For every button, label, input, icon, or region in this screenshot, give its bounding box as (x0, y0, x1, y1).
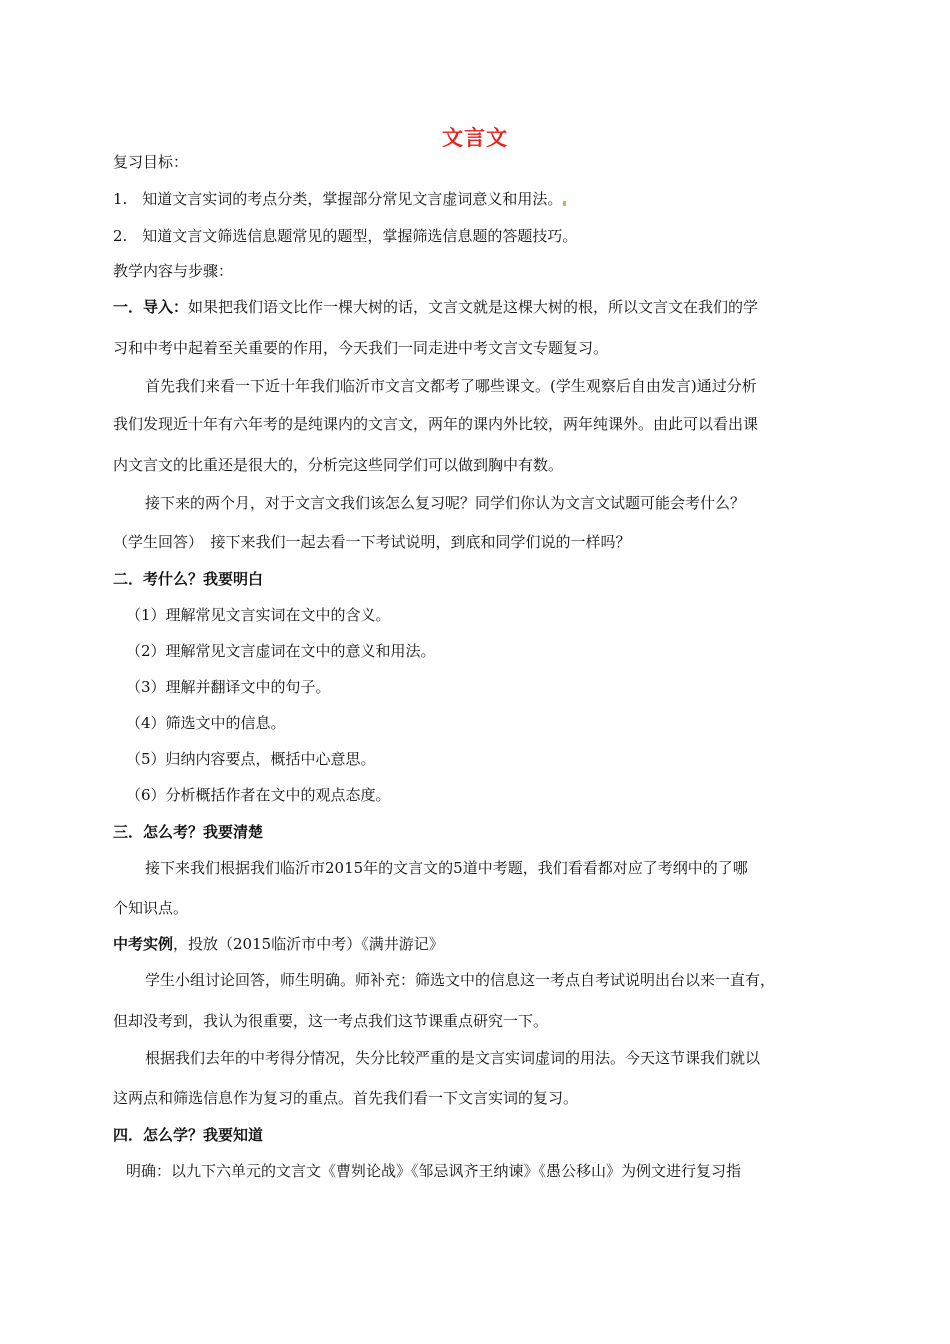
page-title: 文言文 (442, 126, 508, 150)
para-4-line-1: 学生小组讨论回答，师生明确。师补充：筛选文中的信息这一考点自考试说明出台以来一直有， (145, 971, 776, 989)
steps-label: 教学内容与步骤： (113, 262, 234, 280)
section-1-line-2: 习和中考中起着至关重要的作用，今天我们一同走进中考文言文专题复习。 (113, 339, 609, 357)
para-4-line-2: 但却没考到，我认为很重要，这一考点我们这节课重点研究一下。 (113, 1012, 549, 1030)
list-item: （5）归纳内容要点，概括中心意思。 (126, 750, 376, 768)
section-1-heading: 一．导入： (113, 298, 189, 316)
section-4-heading: 四．怎么学？我要知道 (113, 1126, 264, 1144)
para-6-line-1: 明确：以九下六单元的文言文《曹刿论战》《邹忌讽齐王纳谏》《愚公移山》为例文进行复习指 (126, 1162, 742, 1180)
exam-example-label: 中考实例 (113, 935, 174, 953)
para-1-line-3: 内文言文的比重还是很大的，分析完这些同学们可以做到胸中有数。 (113, 456, 564, 474)
list-item: （3）理解并翻译文中的句子。 (126, 678, 331, 696)
para-1-line-2: 我们发现近十年有六年考的是纯课内的文言文，两年的课内外比较，两年纯课外。由此可以看出课 (113, 415, 759, 433)
exam-example-line: 中考实例，投放（2015临沂市中考）《满井游记》 (113, 935, 444, 953)
section-1-line-1: 一．导入：如果把我们语文比作一棵大树的话，文言文就是这棵大树的根，所以文言文在我们的学 (113, 298, 759, 316)
list-item: （1）理解常见文言实词在文中的含义。 (126, 606, 391, 624)
goals-label: 复习目标： (113, 153, 189, 171)
list-item: （2）理解常见文言虚词在文中的意义和用法。 (126, 642, 436, 660)
goal-1: 1. 知道文言实词的考点分类，掌握部分常见文言虚词意义和用法。 (113, 188, 843, 210)
stray-mark (563, 201, 566, 206)
section-2-heading: 二．考什么？我要明白 (113, 570, 264, 588)
goal-2: 2. 知道文言文筛选信息题常见的题型，掌握筛选信息题的答题技巧。 (113, 227, 578, 245)
para-2-line-2: （学生回答） 接下来我们一起去看一下考试说明，到底和同学们说的一样吗？ (113, 533, 631, 551)
para-1-line-1: 首先我们来看一下近十年我们临沂市文言文都考了哪些课文。(学生观察后自由发言)通过分析 (145, 377, 757, 395)
list-item: （4）筛选文中的信息。 (126, 714, 286, 732)
para-2-line-1: 接下来的两个月，对于文言文我们该怎么复习呢？同学们你认为文言文试题可能会考什么？ (145, 494, 746, 512)
para-5-line-2: 这两点和筛选信息作为复习的重点。首先我们看一下文言实词的复习。 (113, 1089, 579, 1107)
para-5-line-1: 根据我们去年的中考得分情况，失分比较严重的是文言实词虚词的用法。今天这节课我们就以 (145, 1049, 761, 1067)
para-3-line-1: 接下来我们根据我们临沂市2015年的文言文的5道中考题，我们看看都对应了考纲中的了哪 (145, 859, 748, 877)
list-item: （6）分析概括作者在文中的观点态度。 (126, 786, 391, 804)
para-3-line-2: 个知识点。 (113, 899, 189, 917)
section-3-heading: 三．怎么考？我要清楚 (113, 823, 264, 841)
